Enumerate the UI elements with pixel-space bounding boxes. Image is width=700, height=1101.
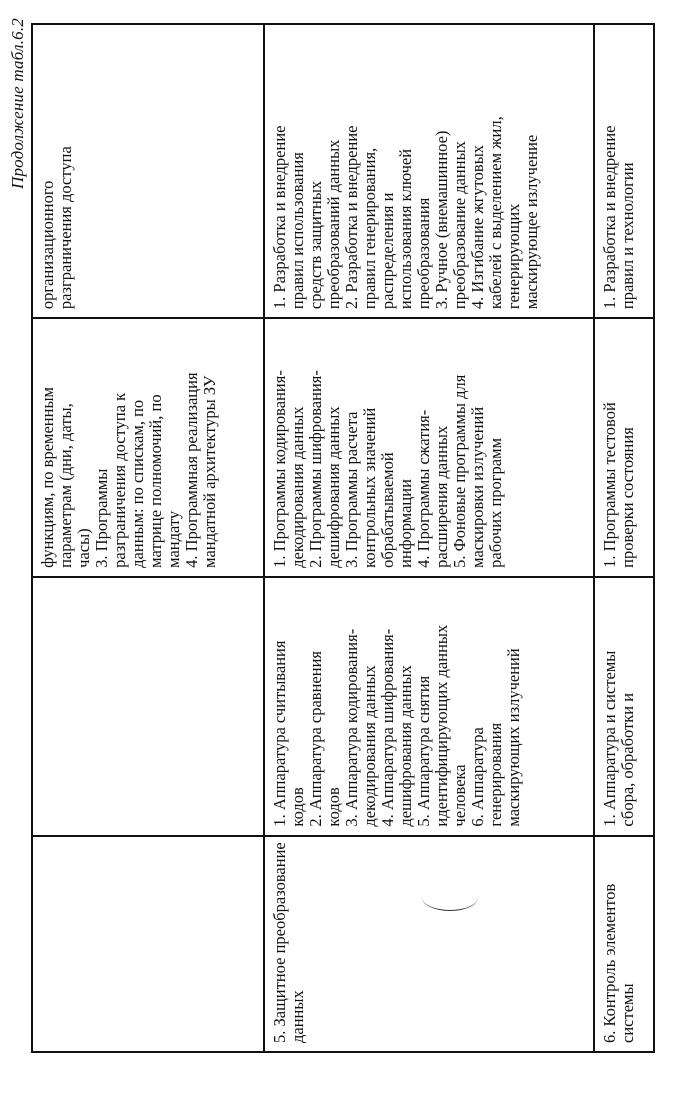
software-cell [594,318,654,577]
cell-text-line: данных [288,990,307,1043]
cell-text-line: 5. Фоновые программы для [450,374,469,568]
table-row [32,24,264,1052]
cell-text-line: маскировки излучений [468,406,487,568]
cell-text-line: использования ключей [396,148,415,310]
hardware-cell [32,577,264,836]
cell-text-line: 3. Аппаратура кодирования- [342,628,361,827]
cell-text-line: преобразования [414,197,433,310]
organizational-cell [594,24,654,318]
table-row [594,24,654,1052]
cell-text-line: маскирующих излучений [504,648,523,827]
cell-text-line: 2. Аппаратура сравнения [306,651,325,827]
protection-measures-table [31,23,655,1053]
cell-text-line: проверки состояния [618,427,637,568]
cell-text-line: контрольных значений [360,407,379,568]
software-cell [32,318,264,577]
cell-text-line: разграничения доступа [56,146,75,310]
cell-text-line: правил генерирования, [360,147,379,310]
cell-text-line: обрабатываемой [378,452,397,568]
cell-text-line: 1. Программы кодирования- [270,370,289,568]
cell-text-line: 1. Разработка и внедрение [600,125,619,310]
cell-text-line: средств защитных [306,180,325,310]
cell-text-line: 1. Аппаратура и системы [600,650,619,827]
cell-text-line: кодов [288,787,307,827]
cell-text-line: рабочих программ [486,437,505,568]
cell-text-line: 6. Контроль элементов [600,883,619,1043]
cell-text-line: 5. Защитное преобразование [270,842,289,1043]
section-cell [32,836,264,1052]
table-continuation-caption: Продолжение табл.6.2 [8,18,27,190]
section-cell [594,836,654,1052]
cell-text-line: функциям, по временным [38,387,57,568]
cell-text-line: распределения и [378,192,397,310]
software-cell [264,318,594,577]
cell-text-line: 6. Аппаратура [468,727,487,827]
cell-text-line: преобразование данных [450,141,469,310]
cell-text-line: кабелей с выделением жил, [486,116,505,310]
organizational-cell [32,24,264,318]
cell-text-line: маскирующее излучение [522,134,541,310]
cell-text-line: дешифрования данных [324,406,343,568]
cell-text-line: кодов [324,787,343,827]
cell-text-line: 4. Аппаратура шифрования- [378,628,397,827]
cell-text-line: 3. Программы [92,468,111,568]
cell-text-line: 3. Программы расчета [342,411,361,568]
cell-text-line: 4. Программы сжатия- [414,409,433,568]
cell-text-line: 4. Программная реализация [182,372,201,568]
cell-text-line: правил и технологии [618,162,637,310]
cell-text-line: 4. Изгибание жгутовых [468,144,487,310]
cell-text-line: системы [618,983,637,1043]
cell-text-line: 1. Разработка и внедрение [270,125,289,310]
cell-text-line: мандату [164,510,183,568]
cell-text-line: 2. Разработка и внедрение [342,125,361,310]
cell-text-line: преобразований данных [324,139,343,310]
cell-text-line: часы) [74,528,93,568]
cell-text-line: матрице полномочий, по [146,394,165,568]
cell-text-line: сбора, обработки и [618,692,637,827]
organizational-cell [264,24,594,318]
cell-text-line: мандатной архитектуры ЗУ [200,375,219,568]
cell-text-line: 2. Программы шифрования- [306,370,325,568]
cell-text-line: правил использования [288,152,307,310]
cell-text-line: параметрам (дни, даты, [56,403,75,568]
cell-text-line: человека [450,764,469,827]
cell-text-line: информации [396,479,415,568]
cell-text-line: 3. Ручное (внемашинное) [432,130,451,310]
cell-text-line: 1. Программы тестовой [600,402,619,568]
cell-text-line: генерирующих [504,203,523,310]
cell-text-line: 5. Аппаратура снятия [414,675,433,827]
cell-text-line: организационного [38,180,57,310]
scan-pen-mark [422,884,478,911]
cell-text-line: генерирования [486,722,505,827]
cell-text-line: декодирования данных [288,406,307,568]
section-cell [264,836,594,1052]
cell-text-line: данным: по спискам, по [128,399,147,568]
cell-text-line: расширения данных [432,425,451,568]
cell-text-line: идентифицирующих данных [432,624,451,827]
cell-text-line: разграничения доступа к [110,392,129,568]
cell-text-line: декодирования данных [360,665,379,827]
cell-text-line: дешифрования данных [396,665,415,827]
cell-text-line: 1. Аппаратура считывания [270,640,289,827]
hardware-cell [264,577,594,836]
hardware-cell [594,577,654,836]
